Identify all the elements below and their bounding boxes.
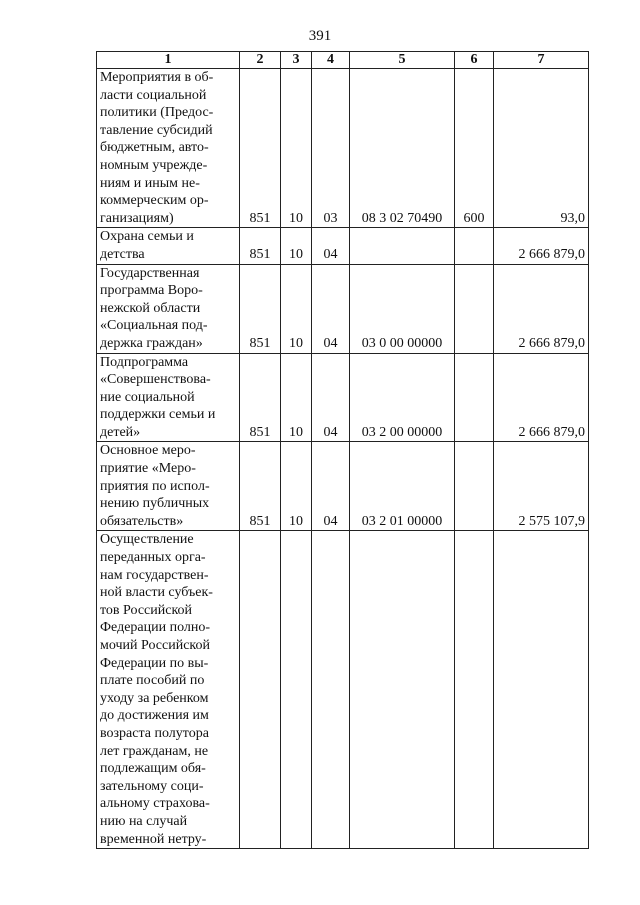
row-name: Мероприятия в об- ласти социальной политики (Предос- тавление субсидий бюджетным, авто- номным учрежде- ниям и иным не- коммерческим ор- ганизациям) <box>97 69 240 228</box>
table-row <box>97 442 589 531</box>
row-expense-type <box>455 264 494 353</box>
row-ministry-code: 851 <box>240 442 281 531</box>
row-ministry-code: 851 <box>240 228 281 264</box>
row-expense-type <box>455 442 494 531</box>
row-subsection-code: 04 <box>312 264 350 353</box>
row-target-article <box>350 228 455 264</box>
row-expense-type <box>455 531 494 849</box>
row-subsection-code: 03 <box>312 69 350 228</box>
row-expense-type: 600 <box>455 69 494 228</box>
col-header-2: 2 <box>240 52 281 69</box>
col-header-4: 4 <box>312 52 350 69</box>
page-number: 391 <box>308 28 332 44</box>
row-ministry-code <box>240 531 281 849</box>
table-row <box>97 353 589 442</box>
header-row <box>97 52 589 69</box>
row-target-article: 03 0 00 00000 <box>350 264 455 353</box>
row-amount: 93,0 <box>494 69 589 228</box>
row-expense-type <box>455 353 494 442</box>
row-subsection-code: 04 <box>312 353 350 442</box>
table-row <box>97 69 589 228</box>
col-header-1: 1 <box>97 52 240 69</box>
col-header-5: 5 <box>350 52 455 69</box>
row-section-code: 10 <box>281 442 312 531</box>
table-row <box>97 531 589 849</box>
row-subsection-code: 04 <box>312 442 350 531</box>
col-header-3: 3 <box>281 52 312 69</box>
row-amount: 2 666 879,0 <box>494 264 589 353</box>
col-header-7: 7 <box>494 52 589 69</box>
row-subsection-code: 04 <box>312 228 350 264</box>
table-row <box>97 264 589 353</box>
row-ministry-code: 851 <box>240 353 281 442</box>
row-target-article <box>350 531 455 849</box>
row-amount: 2 666 879,0 <box>494 228 589 264</box>
row-amount: 2 575 107,9 <box>494 442 589 531</box>
row-section-code <box>281 531 312 849</box>
row-target-article: 03 2 00 00000 <box>350 353 455 442</box>
budget-table <box>96 51 589 849</box>
row-ministry-code: 851 <box>240 69 281 228</box>
row-section-code: 10 <box>281 228 312 264</box>
row-amount <box>494 531 589 849</box>
row-ministry-code: 851 <box>240 264 281 353</box>
row-target-article: 08 3 02 70490 <box>350 69 455 228</box>
col-header-6: 6 <box>455 52 494 69</box>
row-name: Охрана семьи и детства <box>97 228 240 264</box>
row-expense-type <box>455 228 494 264</box>
row-section-code: 10 <box>281 353 312 442</box>
row-section-code: 10 <box>281 69 312 228</box>
row-target-article: 03 2 01 00000 <box>350 442 455 531</box>
row-name: Подпрограмма «Совершенствова- ние социальной поддержки семьи и детей» <box>97 353 240 442</box>
row-amount: 2 666 879,0 <box>494 353 589 442</box>
row-name: Государственная программа Воро- нежской области «Социальная под- держка граждан» <box>97 264 240 353</box>
row-name: Основное меро- приятие «Меро- приятия по испол- нению публичных обязательств» <box>97 442 240 531</box>
row-section-code: 10 <box>281 264 312 353</box>
row-subsection-code <box>312 531 350 849</box>
row-name: Осуществление переданных орга- нам государствен- ной власти субъек- тов Российской Федерации полно- мочий Российской Федерации по вы- плате пособий по уходу за ребенком до достижения им возраста полутора лет гражданам, не подлежащим обя- зательному соци- альному страхова- нию на случай временной нетру- <box>97 531 240 849</box>
table-row <box>97 228 589 264</box>
